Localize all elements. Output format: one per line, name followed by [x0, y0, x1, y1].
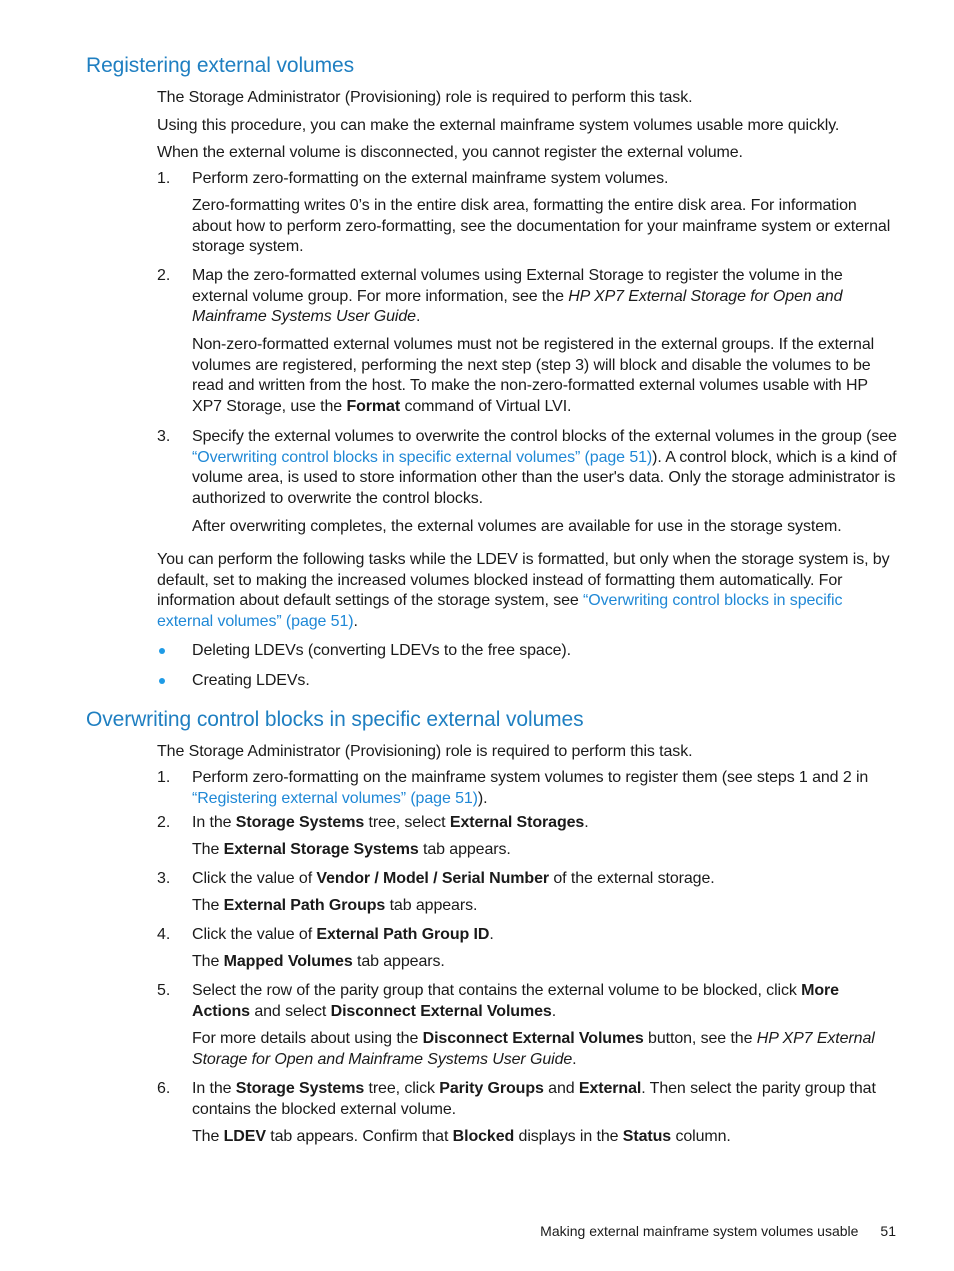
step-text: In the Storage Systems tree, click Parity Groups and External. Then select the parity group that contains the blocked external volume. [192, 1080, 876, 1118]
paragraph: Using this procedure, you can make the external mainframe system volumes usable more quickly. [157, 117, 840, 134]
step-detail: For more details about using the Disconnect External Volumes button, see the HP XP7 External Storage for Open and Mainframe Systems User Guide. [192, 1030, 875, 1068]
paragraph: The Storage Administrator (Provisioning) role is required to perform this task. [157, 743, 693, 760]
bullet-icon [159, 678, 165, 684]
step-number: 3. [157, 870, 171, 887]
step-text: Select the row of the parity group that contains the external volume to be blocked, click More Actions and select Disconnect External Volumes. [192, 982, 839, 1020]
step-text: Perform zero-formatting on the mainframe system volumes to register them (see steps 1 and 2 in “Registering external volumes” (page 51)). [192, 769, 869, 807]
step-detail: Zero-formatting writes 0’s in the entire disk area, formatting the entire disk area. For information about how to perform zero-formatting, see the documentation for your mainframe system or external storage system. [192, 197, 891, 256]
step-number: 6. [157, 1080, 171, 1097]
step-number: 1. [157, 769, 171, 786]
step-text: Map the zero-formatted external volumes using External Storage to register the volume in the external volume group. For more information, see the HP XP7 External Storage for Open and Mainframe Systems User Guide. [192, 267, 843, 326]
page-footer [0, 1223, 896, 1239]
step-detail: The Mapped Volumes tab appears. [192, 953, 445, 970]
step-text: Perform zero-formatting on the external mainframe system volumes. [192, 170, 669, 187]
step-detail: Non-zero-formatted external volumes must not be registered in the external groups. If the external volumes are registered, performing the next step (step 3) will block and disable the volumes to be read and written from the host. To make the non-zero-formatted external volumes usable with HP XP7 Storage, use the Format command of Virtual LVI. [192, 336, 875, 416]
step-number: 1. [157, 170, 171, 187]
step-text: In the Storage Systems tree, select External Storages. [192, 814, 589, 831]
page-number: 51 [880, 1223, 896, 1239]
section-heading-overwriting: Overwriting control blocks in specific external volumes [86, 708, 584, 731]
step-number: 3. [157, 428, 171, 445]
guide-title: HP XP7 External Storage for Open and Mainframe Systems User Guide [192, 287, 843, 326]
step-detail: The External Path Groups tab appears. [192, 897, 478, 914]
footer-title: Making external mainframe system volumes usable [540, 1223, 859, 1239]
step-detail: After overwriting completes, the external volumes are available for use in the storage system. [192, 518, 842, 535]
step-text: Specify the external volumes to overwrite the control blocks of the external volumes in the group (see “Overwriting control blocks in specific external volumes” (page 51)). A control block, which is a kind of volume area, is used to store information other than the user's data. Only the storage administrator is authorized to overwrite the control blocks. [192, 428, 897, 508]
cross-reference-link[interactable]: “Overwriting control blocks in specific external volumes” (page 51) [157, 592, 843, 631]
step-number: 4. [157, 926, 171, 943]
step-text: Click the value of Vendor / Model / Serial Number of the external storage. [192, 870, 715, 887]
section-heading-registering: Registering external volumes [86, 54, 354, 77]
step-detail: The LDEV tab appears. Confirm that Blocked displays in the Status column. [192, 1128, 731, 1145]
cross-reference-link[interactable]: “Registering external volumes” (page 51) [192, 789, 478, 807]
list-item: Deleting LDEVs (converting LDEVs to the free space). [192, 642, 571, 659]
ui-term: Format [346, 398, 401, 416]
step-text: Click the value of External Path Group ID. [192, 926, 494, 943]
paragraph: You can perform the following tasks while the LDEV is formatted, but only when the storage system is, by default, set to making the increased volumes blocked instead of formatting them automatically. For information about default settings of the storage system, see “Overwriting control blocks in specific external volumes” (page 51). [157, 551, 890, 631]
step-number: 2. [157, 814, 171, 831]
paragraph: The Storage Administrator (Provisioning) role is required to perform this task. [157, 89, 693, 106]
step-detail: The External Storage Systems tab appears. [192, 841, 511, 858]
step-number: 5. [157, 982, 171, 999]
cross-reference-link[interactable]: “Overwriting control blocks in specific external volumes” (page 51) [192, 448, 653, 466]
guide-title: HP XP7 External Storage for Open and Mainframe Systems User Guide [192, 1030, 875, 1068]
paragraph: When the external volume is disconnected, you cannot register the external volume. [157, 144, 743, 161]
bullet-icon [159, 648, 165, 654]
step-number: 2. [157, 267, 171, 284]
list-item: Creating LDEVs. [192, 672, 310, 689]
